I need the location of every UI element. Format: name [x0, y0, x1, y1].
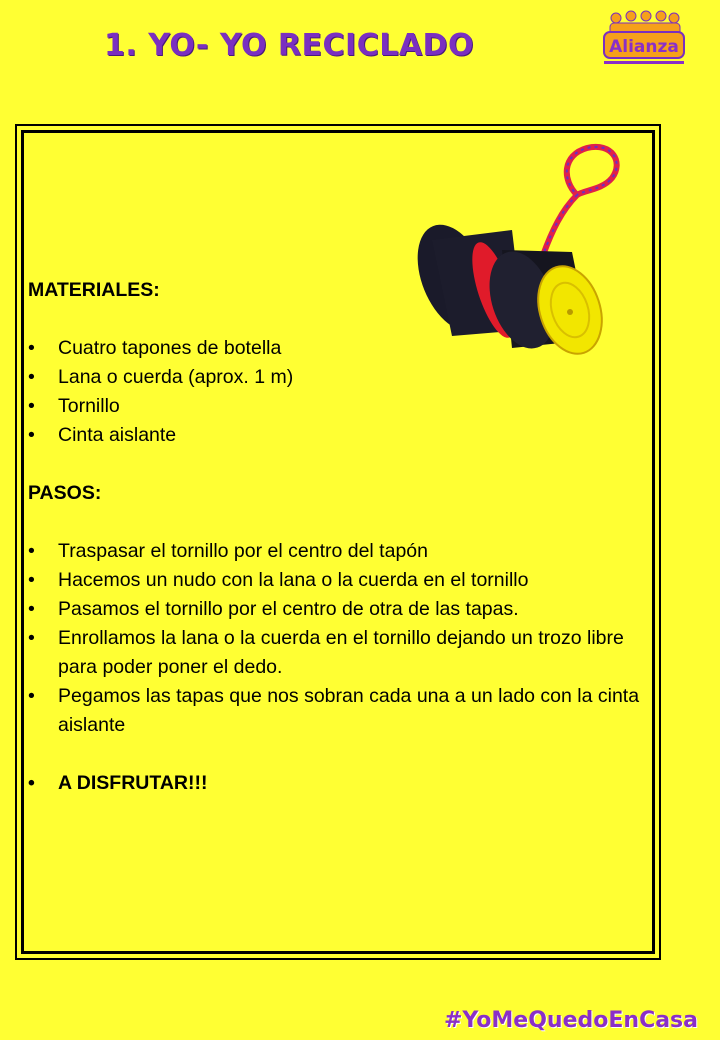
steps-list — [28, 537, 653, 740]
list-item: • Cinta aislante — [28, 424, 177, 446]
list-item: • Lana o cuerda (aprox. 1 m) — [28, 366, 294, 388]
list-item: • Pegamos las tapas que nos sobran cada una a un lado con la cinta aislante — [28, 685, 640, 736]
logo-text: Alianza — [609, 37, 679, 57]
closing-line: • A DISFRUTAR!!! — [28, 772, 208, 794]
instructions — [28, 276, 653, 798]
list-item: • Traspasar el tornillo por el centro del tapón — [28, 540, 428, 562]
list-item: • Hacemos un nudo con la lana o la cuerda en el tornillo — [28, 569, 529, 591]
materials-heading: MATERIALES: — [28, 279, 160, 301]
closing-list — [28, 769, 653, 798]
steps-heading: PASOS: — [28, 482, 102, 504]
materials-list — [28, 334, 653, 450]
list-item: • Pasamos el tornillo por el centro de otra de las tapas. — [28, 598, 519, 620]
hashtag: #YoMeQuedoEnCasa — [443, 1008, 698, 1033]
list-item: • Tornillo — [28, 395, 120, 417]
list-item: • Enrollamos la lana o la cuerda en el tornillo dejando un trozo libre para poder poner el dedo. — [28, 627, 624, 678]
alianza-logo — [598, 8, 690, 72]
page-title: 1. YO- YO RECICLADO — [104, 28, 474, 63]
list-item: • Cuatro tapones de botella — [28, 337, 282, 359]
